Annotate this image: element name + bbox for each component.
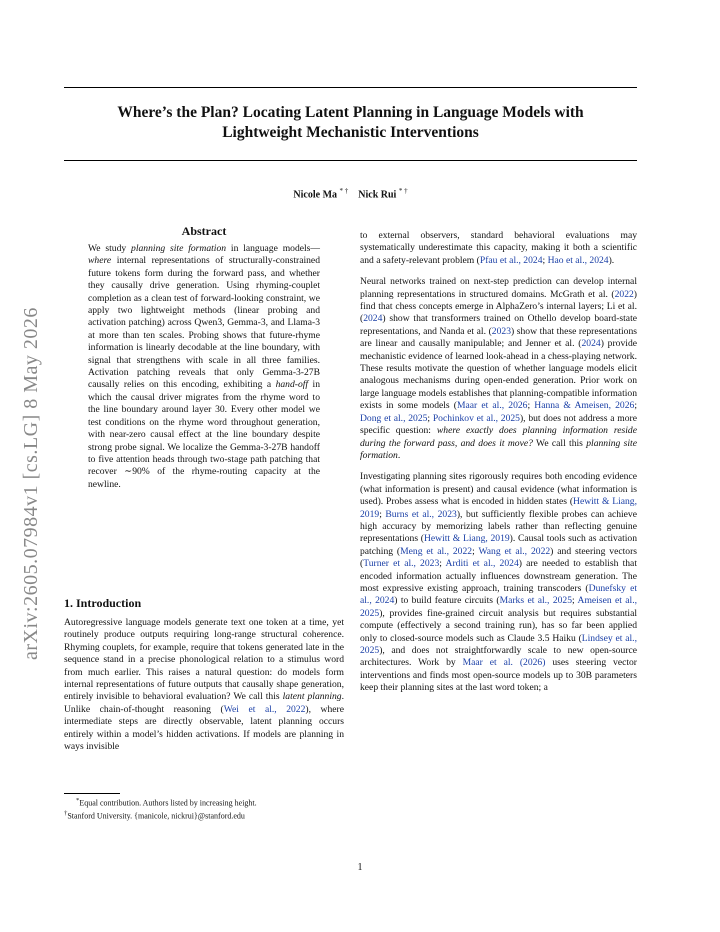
citation-link[interactable]: 2024 <box>363 313 383 325</box>
body-text: ; <box>527 400 535 412</box>
author-name: Nicole Ma <box>293 189 338 201</box>
body-text: ), but sufficiently flexible probes can achieve high accuracy by memorizing labels rather than reflecting genuine representations ( <box>360 508 637 545</box>
paragraph-methods-motivation <box>360 471 637 694</box>
body-text: ; <box>439 558 446 570</box>
author-name: Nick Rui <box>358 189 397 201</box>
citation-link[interactable]: 2023 <box>491 325 511 337</box>
citation-link[interactable]: Meng et al., 2022 <box>400 545 473 557</box>
body-text: ; <box>472 545 479 557</box>
body-text: Investigating planning sites rigorously requires both encoding evidence (what information is present) and causal evidence (what information is used). Probes assess what is encoded in hidden states ( <box>360 471 637 508</box>
abstract-heading: Abstract <box>181 224 227 238</box>
body-text: Neural networks trained on next-step prediction can develop internal planning representations in structured domains. McGrath et al. ( <box>360 276 637 300</box>
emphasis-text: planning site formation <box>360 437 637 461</box>
author-marks: * † <box>339 187 349 195</box>
body-text: ; <box>572 595 578 607</box>
citation-link[interactable]: 2024 <box>581 338 601 350</box>
body-text: ) show that transformers trained on Othello develop board-state representations, and Nanda et al. ( <box>360 313 637 337</box>
footnote-rule <box>64 793 120 794</box>
citation-link[interactable]: Hanna & Ameisen, 2026 <box>534 400 635 412</box>
body-text: ), but does not address a more specific question: <box>360 412 637 437</box>
title-line-2: Lightweight Mechanistic Interventions <box>222 124 479 141</box>
body-text: ; <box>379 508 386 520</box>
title-bottom-rule <box>64 160 637 161</box>
citation-link[interactable]: Pfau et al., 2024 <box>479 254 543 266</box>
paper-title <box>64 103 637 143</box>
page-number: 1 <box>357 862 363 873</box>
title-line-1: Where’s the Plan? Locating Latent Planning in Language Models with <box>117 104 584 121</box>
citation-link[interactable]: Arditi et al., 2024 <box>445 558 519 570</box>
citation-link[interactable]: Ameisen et al., 2025 <box>360 595 638 619</box>
body-text: ), and does not straightforwardly scale to new open-source architectures. Work by <box>360 645 637 669</box>
arxiv-identifier: arXiv:2605.07984v1 [cs.LG] 8 May 2026 <box>20 307 42 660</box>
citation-link[interactable]: Wang et al., 2022 <box>478 545 551 557</box>
citation-link[interactable]: Turner et al., 2023 <box>363 558 440 570</box>
citation-link[interactable]: Dunefsky et al., 2024 <box>360 582 638 607</box>
citation-link[interactable]: Burns et al., 2023 <box>385 508 457 520</box>
footnotes <box>64 796 344 822</box>
citation-link[interactable]: Hewitt & Liang, 2019 <box>360 496 637 520</box>
citation-link[interactable]: Marks et al., 2025 <box>499 595 573 607</box>
emphasis-text: where exactly does planning information reside during the forward pass, and does it move? <box>360 425 637 449</box>
citation-link[interactable]: Dong et al., 2025 <box>360 412 428 424</box>
citation-link[interactable]: Maar et al. (2026) <box>462 657 546 669</box>
body-text: ) and steering vectors ( <box>360 545 637 570</box>
body-text: . <box>397 449 401 461</box>
body-text: ) to build feature circuits ( <box>394 595 500 607</box>
author-marks: * † <box>398 187 408 195</box>
body-text: uses steering vector interventions and finds most open-source models up to 30B parameters keep their planning sites at the last word token; a <box>360 657 638 694</box>
section-heading-introduction: 1. Introduction <box>64 596 142 610</box>
body-text: ). Causal tools such as activation patching ( <box>360 533 638 557</box>
body-text: ; <box>427 412 433 424</box>
body-text: ) are needed to establish that encoded information actually influences downstream generation. The most expressive existing approach, training transcoders ( <box>360 558 637 594</box>
citation-link[interactable]: Lindsey et al., 2025 <box>360 632 637 656</box>
citation-link[interactable]: Hewitt & Liang, 2019 <box>423 533 510 545</box>
body-text: ) show that these representations are linear and causally manipulable; and Jenner et al. ( <box>360 325 637 350</box>
paragraph-prior-work <box>360 276 637 462</box>
footnote-affiliation: †Stanford University. {manicole, nickrui}@stanford.edu <box>64 810 245 821</box>
citation-link[interactable]: Hao et al., 2024 <box>547 254 609 266</box>
abstract-body: We study planning site formation in language models—where internal representations of structurally-constrained future tokens form during the forward pass, and whether they causally drive generation. Using rhyming-couplet completion as a clean test of forward-looking constraint, we apply two lightweight methods (linear probing and activation patching) across Qwen3, Gemma-3, and Llama-3 at more than ten scales. Probing shows that future-rhyme information is linearly decodable at the line boundary, with signal that strengthens with scale in all three families. Activation patching reveals that only Gemma-3-27B causally relies on this encoding, exhibiting a hand-off in which the causal driver migrates from the rhyme word to the line boundary around layer 30. Every other model we test conditions on the rhyme word throughout generation, with near-zero causal effect at the line boundary despite strong probe signal. We localize the Gemma-3-27B handoff to five attention heads through two-stage path patching that recover ∼90% of the rhyme-routing capacity at the newline. <box>88 243 321 490</box>
citation-link[interactable]: Wei et al., 2022 <box>223 703 306 715</box>
title-top-rule <box>64 87 637 88</box>
footnote-equal-contribution: *Equal contribution. Authors listed by increasing height. <box>76 797 257 808</box>
body-text: ), provides fine-grained circuit analysis but requires substantial compute (effectively a second training run), has so far been applied only to closed-source models such as Claude 3.5 Haiku ( <box>360 607 637 644</box>
citation-link[interactable]: 2022 <box>614 288 634 300</box>
body-text: We call this <box>532 437 587 449</box>
author-list <box>64 187 637 200</box>
citation-link[interactable]: Pochinkov et al., 2025 <box>432 412 520 424</box>
body-text: ) find that chess concepts emerge in AlphaZero’s internal layers; Li et al. ( <box>360 288 637 325</box>
paragraph-continuation: to external observers, standard behavioral evaluations may systematically underestimate this capacity, making it both a scientific and a safety-relevant problem (Pfau et al., 2024; Hao et al., 2024). <box>360 230 637 266</box>
intro-paragraph: Autoregressive language models generate text one token at a time, yet routinely produce outputs requiring long-range structural coherence. Rhyming couplets, for example, require that tokens generated late in the sequence stand in a precise phonological relation to a stimulus word from much earlier. This raises a natural question: do models form internal representations of future outputs that causally shape generation, entirely invisible to behavioral evaluation? We call this latent planning. Unlike chain-of-thought reasoning (Wei et al., 2022), where intermediate steps are directly observable, latent planning occurs entirely within a model’s hidden activations. If models are planning in ways invisible <box>64 617 345 753</box>
right-column <box>360 230 637 704</box>
body-text: ) provide mechanistic evidence of learned look-ahead in a chess-playing network. These results motivate the question of whether language models elicit analogous mechanisms during open-ended generation. Prior work on large language models establishes that planning-compatible information exists in some models ( <box>360 338 637 412</box>
body-text: ; <box>634 400 637 412</box>
citation-link[interactable]: Maar et al., 2026 <box>457 400 528 412</box>
